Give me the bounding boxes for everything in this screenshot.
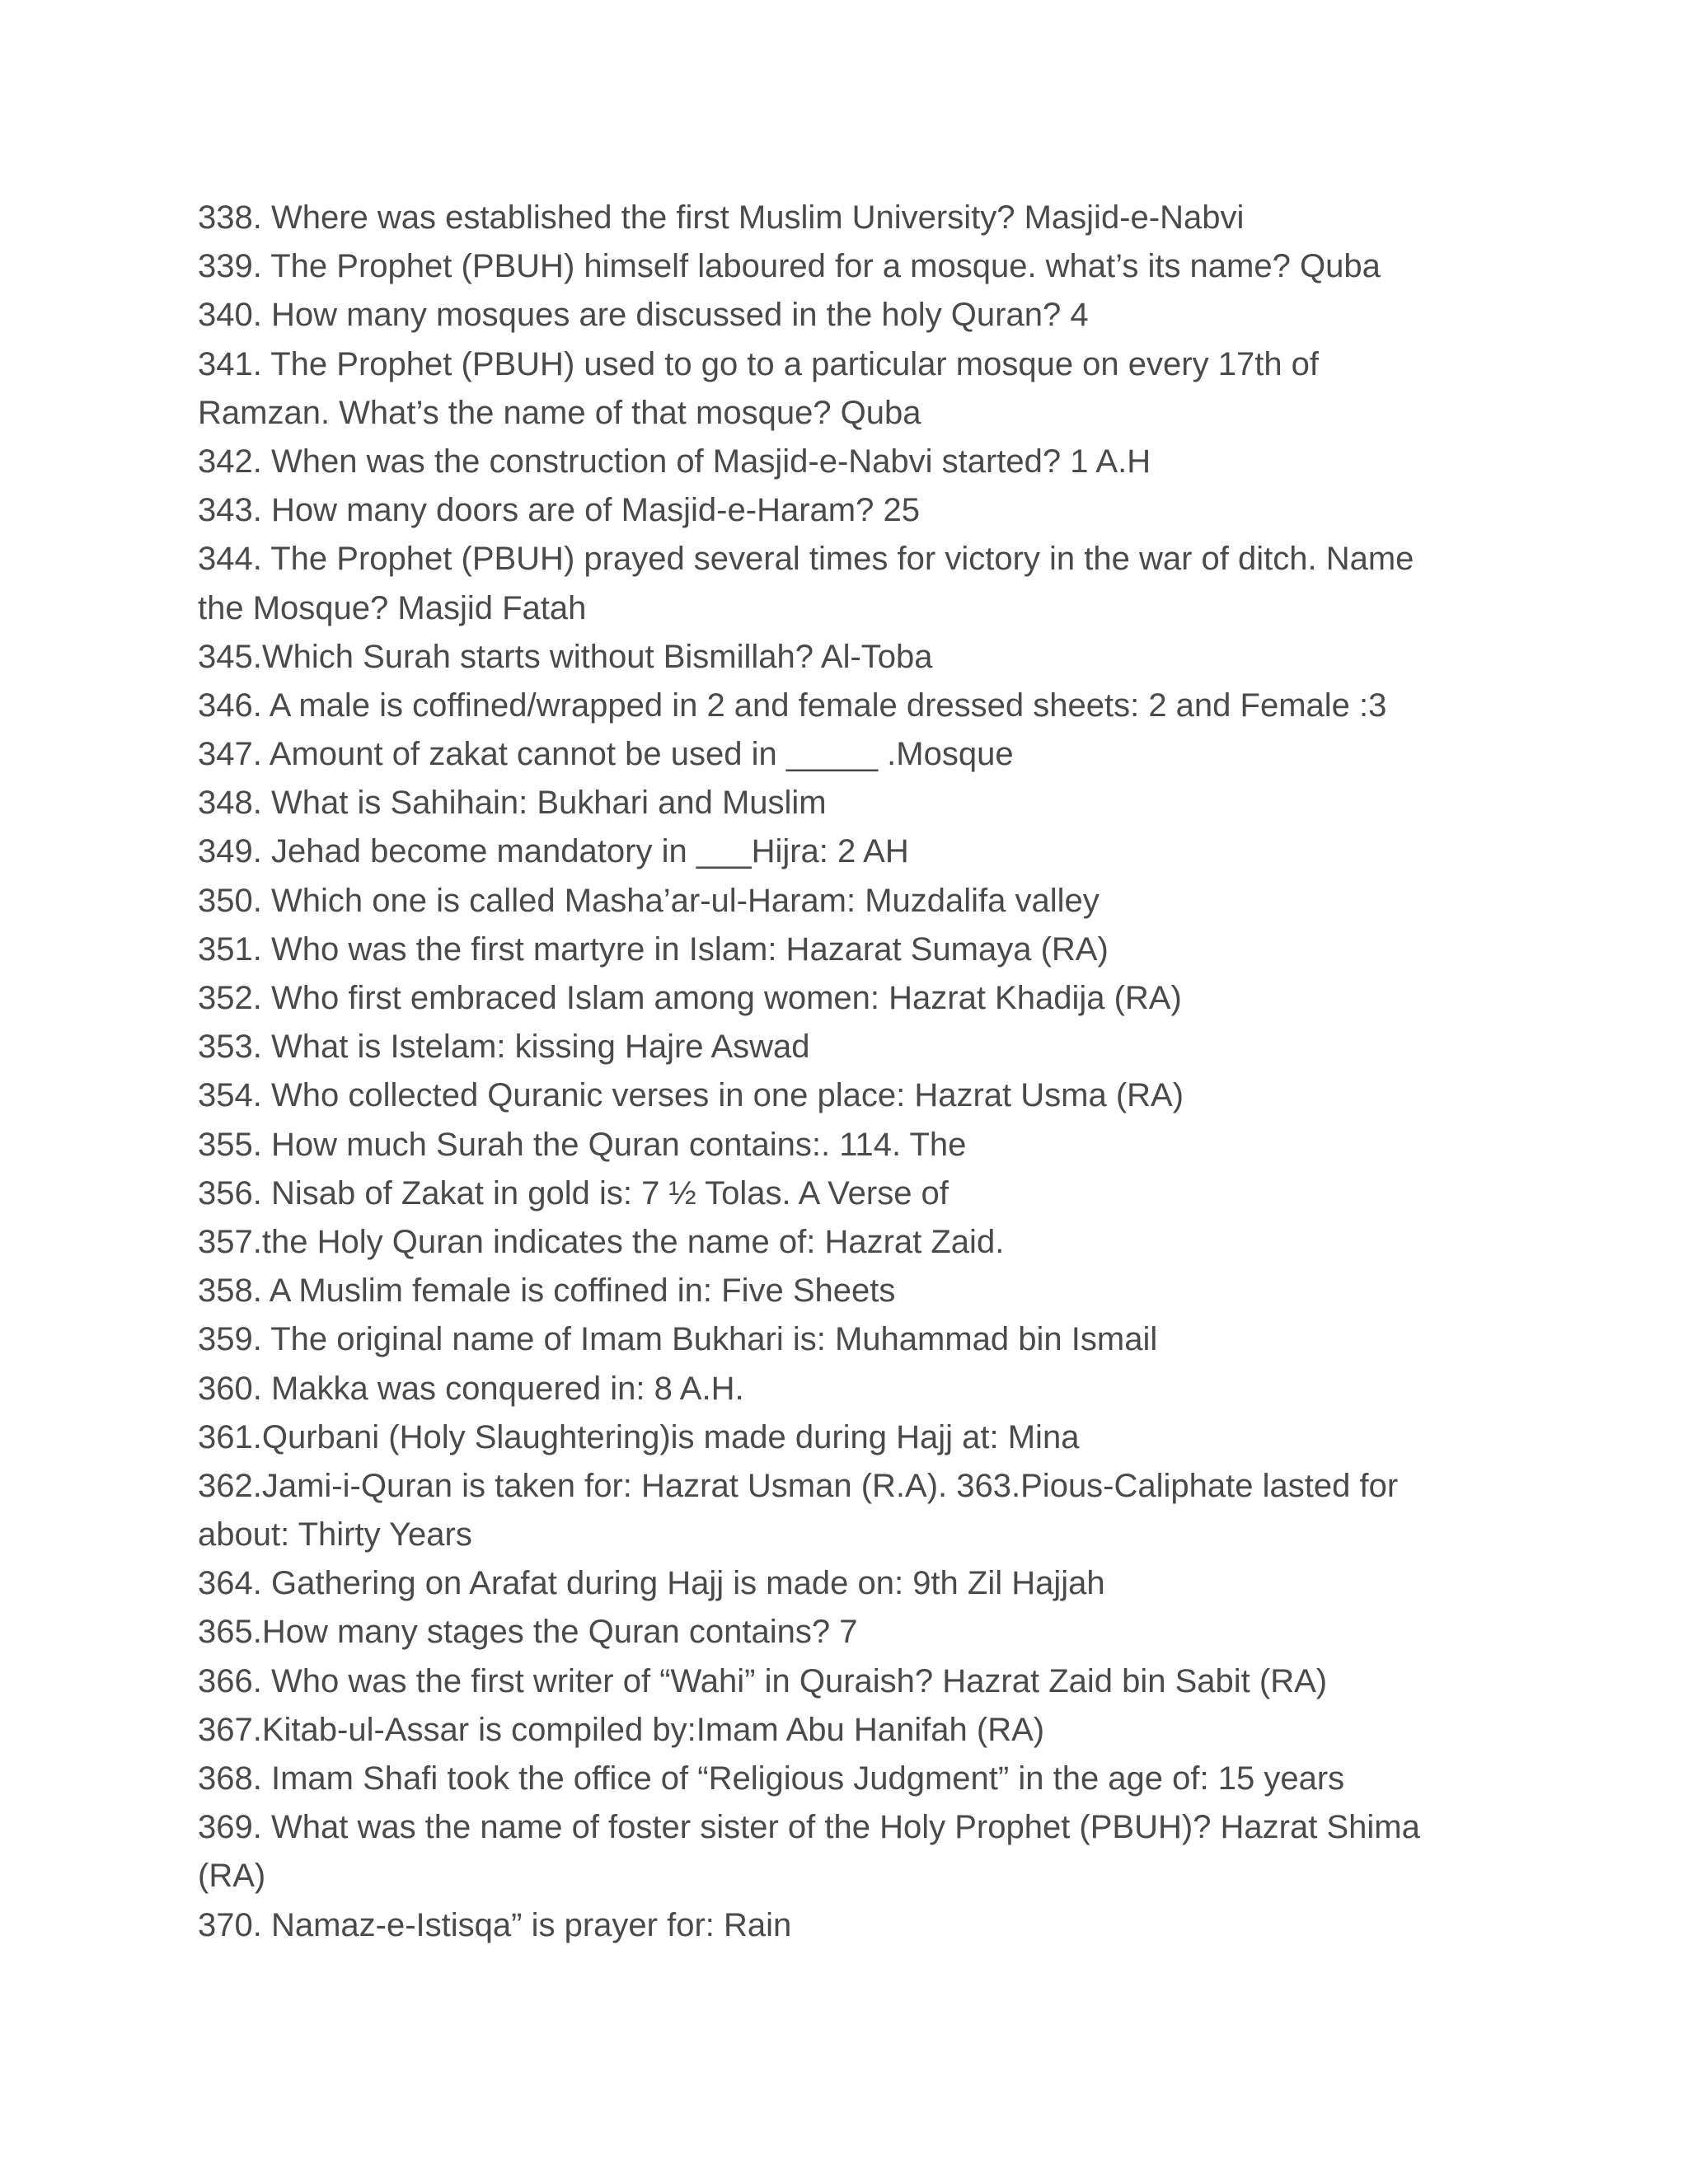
text-line: (RA) [198,1858,266,1895]
text-line: 357.the Holy Quran indicates the name of: Hazrat Zaid. [198,1223,1005,1260]
text-line: 370. Namaz-e-Istisqa” is prayer for: Rain [198,1906,792,1943]
text-line: 341. The Prophet (PBUH) used to go to a particular mosque on every 17th of [198,345,1320,382]
text-line: 344. The Prophet (PBUH) prayed several times for victory in the war of ditch. Name [198,541,1414,578]
text-line: 340. How many mosques are discussed in the holy Quran? 4 [198,297,1089,334]
text-line: 365.How many stages the Quran contains? 7 [198,1614,858,1651]
text-line: Ramzan. What’s the name of that mosque? Quba [198,394,921,431]
text-line: 361.Qurbani (Holy Slaughtering)is made during Hajj at: Mina [198,1418,1080,1455]
text-line: 364. Gathering on Arafat during Hajj is made on: 9th Zil Hajjah [198,1565,1105,1602]
text-line: 355. How much Surah the Quran contains:. 114. The [198,1126,967,1163]
text-line: 358. A Muslim female is coffined in: Five Sheets [198,1272,896,1310]
text-line: the Mosque? Masjid Fatah [198,589,587,626]
text-line: 350. Which one is called Masha’ar-ul-Haram: Muzdalifa valley [198,882,1100,919]
text-line: 369. What was the name of foster sister of the Holy Prophet (PBUH)? Hazrat Shima [198,1809,1420,1846]
text-line: 349. Jehad become mandatory in ___Hijra: 2 AH [198,833,909,870]
text-line: 360. Makka was conquered in: 8 A.H. [198,1370,744,1407]
text-line: 345.Which Surah starts without Bismillah? Al-Toba [198,638,933,675]
document-text [198,194,1451,1950]
text-line: 368. Imam Shafi took the office of “Religious Judgment” in the age of: 15 years [198,1760,1345,1797]
text-line: about: Thirty Years [198,1516,472,1554]
text-line: 356. Nisab of Zakat in gold is: 7 ½ Tolas. A Verse of [198,1174,949,1212]
text-line: 343. How many doors are of Masjid-e-Haram? 25 [198,492,920,529]
text-line: 338. Where was established the first Muslim University? Masjid-e-Nabvi [198,199,1245,236]
text-line: 346. A male is coffined/wrapped in 2 and female dressed sheets: 2 and Female :3 [198,687,1387,724]
text-line: 359. The original name of Imam Bukhari is: Muhammad bin Ismail [198,1321,1158,1358]
text-line: 354. Who collected Quranic verses in one place: Hazrat Usma (RA) [198,1077,1184,1114]
text-line: 342. When was the construction of Masjid-e-Nabvi started? 1 A.H [198,443,1151,480]
text-line: 362.Jami-i-Quran is taken for: Hazrat Usman (R.A). 363.Pious-Caliphate lasted for [198,1467,1399,1504]
text-line: 347. Amount of zakat cannot be used in _____ .Mosque [198,736,1014,773]
text-line: 353. What is Istelam: kissing Hajre Aswad [198,1029,810,1066]
text-line: 348. What is Sahihain: Bukhari and Muslim [198,785,827,822]
text-line: 339. The Prophet (PBUH) himself laboured for a mosque. what’s its name? Quba [198,248,1381,285]
text-line: 351. Who was the first martyre in Islam: Hazarat Sumaya (RA) [198,930,1109,968]
text-line: 367.Kitab-ul-Assar is compiled by:Imam Abu Hanifah (RA) [198,1711,1045,1748]
text-line: 366. Who was the first writer of “Wahi” in Quraish? Hazrat Zaid bin Sabit (RA) [198,1662,1328,1699]
text-line: 352. Who first embraced Islam among women: Hazrat Khadija (RA) [198,980,1182,1016]
